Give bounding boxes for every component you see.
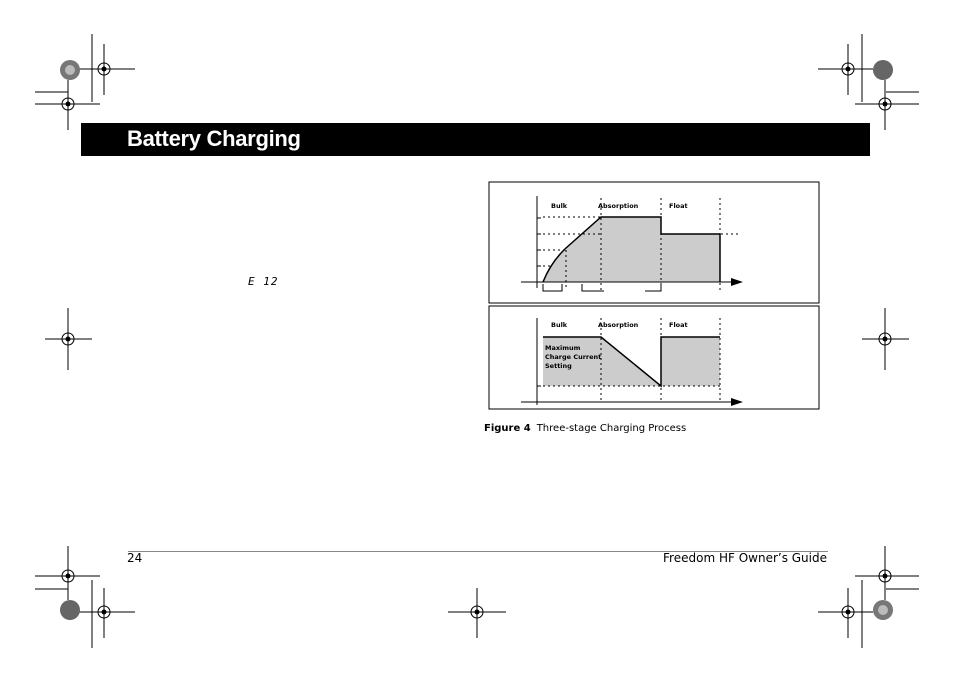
upper-label-absorption: Absorption	[598, 202, 639, 210]
lower-annotation-line-1: Maximum	[545, 344, 581, 352]
lower-annotation-line-2: Charge Current	[545, 353, 602, 361]
lower-diagram-frame	[489, 306, 819, 409]
lower-x-arrow	[731, 398, 743, 406]
lower-annotation-line-3: Setting	[545, 362, 572, 370]
lcd-error-code: E 12	[248, 275, 279, 288]
figure-label: Figure 4	[484, 423, 531, 434]
figure-caption-text: Three-stage Charging Process	[536, 423, 687, 434]
figure-caption	[484, 423, 686, 434]
upper-label-bulk: Bulk	[551, 202, 568, 210]
upper-x-arrow	[731, 278, 743, 286]
upper-voltage-area	[543, 217, 720, 282]
page-title: Battery Charging	[127, 126, 301, 151]
upper-label-float: Float	[669, 202, 688, 210]
page-number: 24	[127, 551, 143, 565]
lower-label-bulk: Bulk	[551, 321, 568, 329]
lower-label-absorption: Absorption	[598, 321, 639, 329]
lower-label-float: Float	[669, 321, 688, 329]
guide-title: Freedom HF Owner’s Guide	[663, 551, 827, 565]
